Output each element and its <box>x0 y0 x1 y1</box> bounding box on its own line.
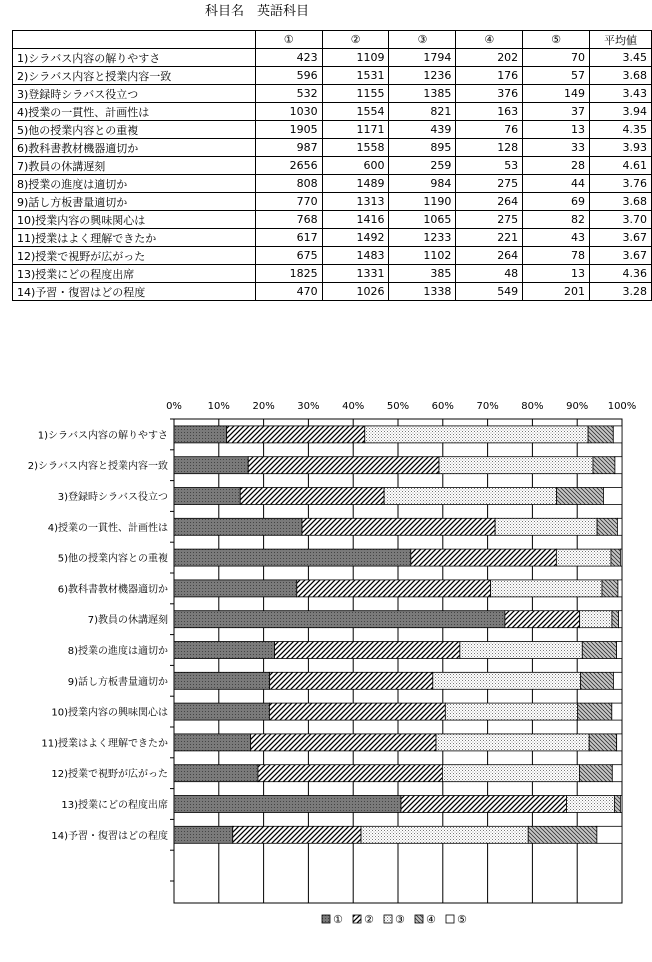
bar-segment <box>593 457 615 474</box>
bar-segment <box>445 703 577 720</box>
table-cell: 3.68 <box>590 67 652 85</box>
table-cell: 984 <box>389 175 456 193</box>
table-cell: 37 <box>523 103 590 121</box>
bar-segment <box>567 796 615 813</box>
table-cell: 82 <box>523 211 590 229</box>
bar-segment <box>612 703 622 720</box>
table-header-cell: ⑤ <box>523 31 590 49</box>
bar-segment <box>460 642 582 659</box>
bar-segment <box>589 734 616 751</box>
bar-segment <box>620 549 622 566</box>
category-label: 1)シラバス内容の解りやすさ <box>37 430 168 442</box>
table-cell: 376 <box>456 85 523 103</box>
bar-segment <box>442 765 579 782</box>
table-cell: 76 <box>456 121 523 139</box>
bar-segment <box>491 580 602 597</box>
bar-segment <box>270 672 433 689</box>
bar-segment <box>174 580 297 597</box>
table-header-cell <box>13 31 256 49</box>
table-cell: 4.36 <box>590 265 652 283</box>
table-cell: 1171 <box>322 121 389 139</box>
bar-segment <box>384 488 556 505</box>
x-tick-label: 0% <box>166 401 182 412</box>
table-cell: 1155 <box>322 85 389 103</box>
bar-segment <box>528 826 597 843</box>
table-row <box>13 265 652 283</box>
bar-segment <box>436 734 589 751</box>
table-cell: 1483 <box>322 247 389 265</box>
table-cell: 3.94 <box>590 103 652 121</box>
table-cell: 1338 <box>389 283 456 301</box>
table-cell: 808 <box>255 175 322 193</box>
table-cell: 549 <box>456 283 523 301</box>
table-cell: 1026 <box>322 283 389 301</box>
row-label-cell: 4)授業の一貫性、計画性は <box>13 103 256 121</box>
table-cell: 1102 <box>389 247 456 265</box>
row-label-cell: 3)登録時シラバス役立つ <box>13 85 256 103</box>
table-cell: 3.67 <box>590 229 652 247</box>
legend-label: ③ <box>395 913 405 926</box>
category-label: 7)教員の休講遅刻 <box>87 615 168 627</box>
table-cell: 3.28 <box>590 283 652 301</box>
table-cell: 43 <box>523 229 590 247</box>
bar-segment <box>556 549 611 566</box>
row-label-cell: 11)授業はよく理解できたか <box>13 229 256 247</box>
bar-segment <box>617 518 622 535</box>
bar-segment <box>240 488 384 505</box>
row-label-cell: 14)予習・復習はどの程度 <box>13 283 256 301</box>
bar-segment <box>174 672 270 689</box>
category-label: 12)授業で視野が広がった <box>51 769 168 781</box>
bar-segment <box>297 580 491 597</box>
table-header-cell: ① <box>255 31 322 49</box>
bar-segment <box>174 426 227 443</box>
x-tick-label: 60% <box>431 401 454 412</box>
bar-segment <box>614 796 620 813</box>
table-cell: 57 <box>523 67 590 85</box>
row-label-cell: 6)教科書教材機器適切か <box>13 139 256 157</box>
legend-swatch <box>384 915 392 923</box>
table-row <box>13 67 652 85</box>
table-cell: 3.45 <box>590 49 652 67</box>
bar-segment <box>411 549 557 566</box>
table-row <box>13 121 652 139</box>
x-tick-label: 80% <box>521 401 544 412</box>
category-label: 5)他の授業内容との重複 <box>57 553 168 565</box>
category-label: 9)話し方板書量適切か <box>67 676 168 688</box>
x-tick-label: 100% <box>607 401 637 412</box>
table-cell: 1416 <box>322 211 389 229</box>
table-cell: 264 <box>456 247 523 265</box>
bar-segment <box>365 426 588 443</box>
table-cell: 1331 <box>322 265 389 283</box>
bar-segment <box>174 518 302 535</box>
bar-segment <box>361 826 528 843</box>
table-cell: 202 <box>456 49 523 67</box>
bar-segment <box>401 796 567 813</box>
table-cell: 48 <box>456 265 523 283</box>
table-cell: 768 <box>255 211 322 229</box>
table-cell: 1794 <box>389 49 456 67</box>
table-cell: 1492 <box>322 229 389 247</box>
table-cell: 1065 <box>389 211 456 229</box>
bar-segment <box>174 611 505 628</box>
table-cell: 1190 <box>389 193 456 211</box>
table-cell: 33 <box>523 139 590 157</box>
bar-segment <box>581 672 614 689</box>
bar-segment <box>613 426 622 443</box>
table-header-cell: ③ <box>389 31 456 49</box>
table-cell: 259 <box>389 157 456 175</box>
bar-segment <box>174 642 275 659</box>
table-cell: 439 <box>389 121 456 139</box>
table-cell: 1558 <box>322 139 389 157</box>
bar-segment <box>617 734 622 751</box>
x-tick-label: 90% <box>566 401 589 412</box>
legend <box>322 913 467 926</box>
bar-segment <box>617 642 622 659</box>
table-cell: 1109 <box>322 49 389 67</box>
x-tick-label: 40% <box>342 401 365 412</box>
table-cell: 4.35 <box>590 121 652 139</box>
bar-segment <box>174 734 251 751</box>
bar-segment <box>174 765 258 782</box>
row-label-cell: 9)話し方板書量適切か <box>13 193 256 211</box>
category-label: 14)予習・復習はどの程度 <box>51 830 168 842</box>
bar-segment <box>612 765 622 782</box>
table-cell: 69 <box>523 193 590 211</box>
table-header-cell: ④ <box>456 31 523 49</box>
table-cell: 176 <box>456 67 523 85</box>
table-cell: 821 <box>389 103 456 121</box>
table-cell: 201 <box>523 283 590 301</box>
legend-swatch <box>353 915 361 923</box>
bar-segment <box>269 703 445 720</box>
bar-segment <box>439 457 593 474</box>
bar-segment <box>433 672 581 689</box>
category-label: 10)授業内容の興味関心は <box>51 707 168 719</box>
table-cell: 1233 <box>389 229 456 247</box>
row-label-cell: 2)シラバス内容と授業内容一致 <box>13 67 256 85</box>
table-cell: 1905 <box>255 121 322 139</box>
bar-segment <box>174 549 411 566</box>
table-cell: 423 <box>255 49 322 67</box>
bar-segment <box>597 826 622 843</box>
bar-segment <box>505 611 580 628</box>
table-cell: 3.67 <box>590 247 652 265</box>
category-label: 4)授業の一貫性、計画性は <box>47 522 168 534</box>
x-tick-label: 50% <box>386 401 410 412</box>
table-cell: 275 <box>456 175 523 193</box>
bar-segment <box>302 518 495 535</box>
x-tick-label: 30% <box>297 401 320 412</box>
table-cell: 675 <box>255 247 322 265</box>
table-cell: 3.68 <box>590 193 652 211</box>
table-cell: 987 <box>255 139 322 157</box>
table-row <box>13 193 652 211</box>
bar-segment <box>174 457 248 474</box>
table-cell: 3.70 <box>590 211 652 229</box>
bar-segment <box>579 765 612 782</box>
legend-swatch <box>446 915 454 923</box>
table-cell: 596 <box>255 67 322 85</box>
legend-swatch <box>322 915 330 923</box>
data-table <box>12 30 652 301</box>
bar-segment <box>227 426 365 443</box>
legend-label: ① <box>333 913 343 926</box>
bar-segment <box>233 826 361 843</box>
row-label-cell: 7)教員の休講遅刻 <box>13 157 256 175</box>
table-cell: 70 <box>523 49 590 67</box>
table-cell: 1030 <box>255 103 322 121</box>
bar-segment <box>248 457 439 474</box>
table-cell: 532 <box>255 85 322 103</box>
bar-segment <box>603 488 622 505</box>
row-label-cell: 10)授業内容の興味関心は <box>13 211 256 229</box>
table-cell: 221 <box>456 229 523 247</box>
table-row <box>13 85 652 103</box>
table-row <box>13 175 652 193</box>
table-header-cell: ② <box>322 31 389 49</box>
x-tick-label: 10% <box>207 401 230 412</box>
bar-segment <box>582 642 616 659</box>
row-label-cell: 8)授業の進度は適切か <box>13 175 256 193</box>
table-row <box>13 103 652 121</box>
table-cell: 770 <box>255 193 322 211</box>
legend-label: ④ <box>426 913 436 926</box>
bar-segment <box>588 426 613 443</box>
legend-label: ⑤ <box>457 913 467 926</box>
bar-segment <box>619 611 622 628</box>
row-label-cell: 1)シラバス内容の解りやすさ <box>13 49 256 67</box>
table-row <box>13 283 652 301</box>
bar-segment <box>602 580 618 597</box>
row-label-cell: 13)授業にどの程度出席 <box>13 265 256 283</box>
bar-segment <box>612 611 619 628</box>
table-cell: 78 <box>523 247 590 265</box>
table-cell: 53 <box>456 157 523 175</box>
row-label-cell: 5)他の授業内容との重複 <box>13 121 256 139</box>
table-cell: 3.43 <box>590 85 652 103</box>
category-label: 6)教科書教材機器適切か <box>57 584 168 596</box>
page-title: 科目名 英語科目 <box>205 4 310 19</box>
bar-segment <box>174 826 233 843</box>
bar-segment <box>578 703 612 720</box>
bar-segment <box>618 580 622 597</box>
bar-segment <box>620 796 622 813</box>
table-cell: 1531 <box>322 67 389 85</box>
bar-segment <box>174 488 240 505</box>
category-label: 2)シラバス内容と授業内容一致 <box>27 461 168 473</box>
bar-segment <box>615 457 622 474</box>
table-cell: 275 <box>456 211 523 229</box>
table-cell: 163 <box>456 103 523 121</box>
table-cell: 470 <box>255 283 322 301</box>
table-cell: 1489 <box>322 175 389 193</box>
table-header-row <box>13 31 652 49</box>
x-tick-label: 20% <box>252 401 275 412</box>
category-label: 8)授業の進度は適切か <box>67 646 168 657</box>
stacked-bar-chart <box>0 395 652 962</box>
legend-label: ② <box>364 913 374 926</box>
table-row <box>13 229 652 247</box>
bar-segment <box>613 672 622 689</box>
row-label-cell: 12)授業で視野が広がった <box>13 247 256 265</box>
table-cell: 4.61 <box>590 157 652 175</box>
bar-segment <box>495 518 597 535</box>
bar-segment <box>251 734 436 751</box>
table-cell: 1385 <box>389 85 456 103</box>
table-row <box>13 211 652 229</box>
table-row <box>13 139 652 157</box>
table-cell: 1825 <box>255 265 322 283</box>
table-cell: 1554 <box>322 103 389 121</box>
bar-segment <box>557 488 604 505</box>
table-row <box>13 49 652 67</box>
table-cell: 13 <box>523 265 590 283</box>
table-cell: 3.76 <box>590 175 652 193</box>
x-tick-label: 70% <box>476 401 499 412</box>
table-cell: 1236 <box>389 67 456 85</box>
table-cell: 28 <box>523 157 590 175</box>
bar-segment <box>275 642 460 659</box>
table-cell: 44 <box>523 175 590 193</box>
table-cell: 128 <box>456 139 523 157</box>
table-cell: 617 <box>255 229 322 247</box>
legend-swatch <box>415 915 423 923</box>
bar-segment <box>597 518 617 535</box>
category-label: 3)登録時シラバス役立つ <box>57 492 168 503</box>
category-label: 11)授業はよく理解できたか <box>41 738 168 750</box>
bar-segment <box>580 611 612 628</box>
table-cell: 385 <box>389 265 456 283</box>
table-cell: 600 <box>322 157 389 175</box>
bar-segment <box>258 765 442 782</box>
bar-segment <box>174 796 401 813</box>
table-cell: 3.93 <box>590 139 652 157</box>
table-row <box>13 247 652 265</box>
table-cell: 264 <box>456 193 523 211</box>
table-cell: 1313 <box>322 193 389 211</box>
bar-segment <box>611 549 620 566</box>
table-row <box>13 157 652 175</box>
bar-segment <box>174 703 269 720</box>
table-cell: 13 <box>523 121 590 139</box>
table-cell: 2656 <box>255 157 322 175</box>
table-header-cell: 平均値 <box>590 31 652 49</box>
category-label: 13)授業にどの程度出席 <box>61 800 168 811</box>
table-cell: 149 <box>523 85 590 103</box>
table-cell: 895 <box>389 139 456 157</box>
